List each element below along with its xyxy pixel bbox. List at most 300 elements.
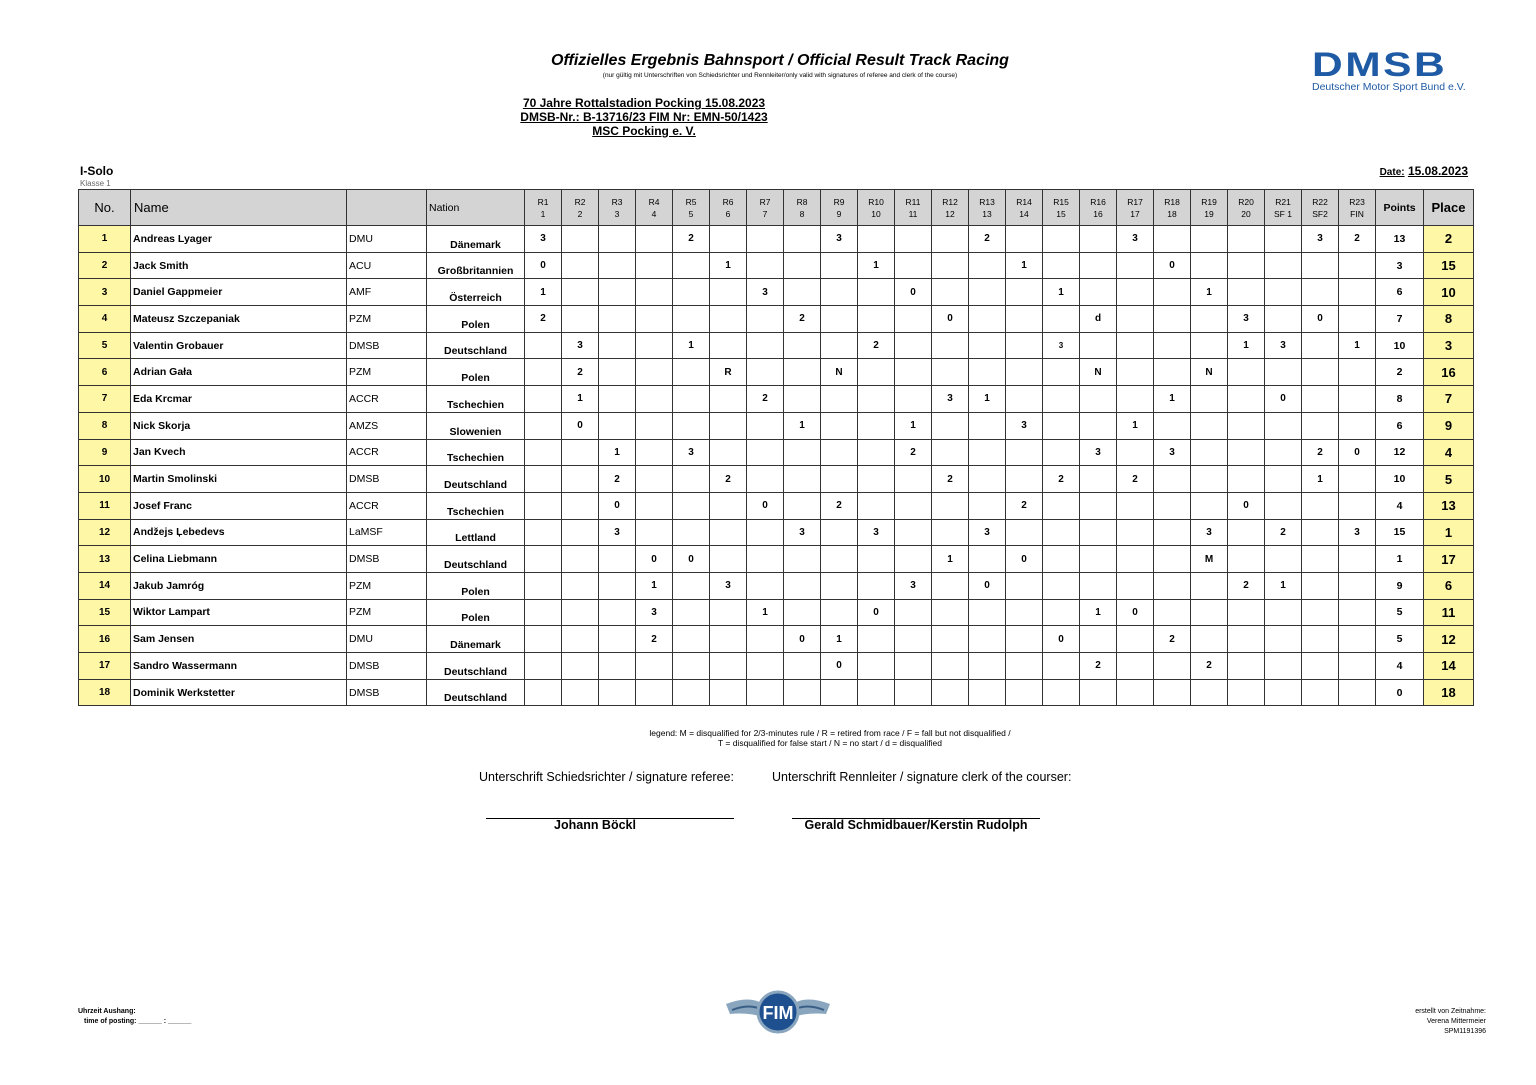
heat-result-cell: 1 [784, 412, 821, 439]
heat-result-cell [1302, 359, 1339, 386]
heat-result-cell [710, 412, 747, 439]
rider-place: 10 [1424, 279, 1474, 306]
col-header-heat [784, 190, 821, 226]
heat-result-cell [1302, 653, 1339, 680]
heat-result-cell [1265, 252, 1302, 279]
col-header-heat [599, 190, 636, 226]
heat-result-cell [1302, 572, 1339, 599]
heat-result-cell: 3 [710, 572, 747, 599]
heat-result-cell: 2 [1228, 572, 1265, 599]
heat-result-cell [969, 546, 1006, 573]
heat-result-cell [821, 466, 858, 493]
rider-federation: PZM [347, 599, 427, 626]
rider-points: 6 [1376, 412, 1424, 439]
heat-result-cell [747, 226, 784, 253]
heat-result-cell [747, 332, 784, 359]
heat-result-cell [895, 332, 932, 359]
heat-result-cell [673, 252, 710, 279]
heat-result-cell [1265, 359, 1302, 386]
rider-place: 6 [1424, 572, 1474, 599]
heat-result-cell: 2 [636, 626, 673, 653]
heat-result-cell: 1 [1339, 332, 1376, 359]
referee-signature-label: Unterschrift Schiedsrichter / signature referee: [479, 770, 734, 784]
heat-result-cell [1265, 412, 1302, 439]
rider-number: 17 [79, 653, 131, 680]
heat-result-cell [1154, 466, 1191, 493]
heat-result-cell [1154, 359, 1191, 386]
rider-points: 5 [1376, 626, 1424, 653]
event-numbers: DMSB-Nr.: B-13716/23 FIM Nr: EMN-50/1423 [520, 110, 768, 124]
heat-result-cell [636, 412, 673, 439]
rider-place: 4 [1424, 439, 1474, 466]
heat-result-cell [895, 679, 932, 706]
table-row [79, 332, 1474, 359]
heat-result-cell [710, 279, 747, 306]
heat-sub-label: 19 [1204, 208, 1214, 219]
heat-sub-label: 7 [762, 208, 768, 219]
heat-result-cell: 3 [784, 519, 821, 546]
rider-federation: ACCR [347, 439, 427, 466]
heat-result-cell [821, 439, 858, 466]
heat-result-cell: 2 [562, 359, 599, 386]
heat-result-cell: 0 [1117, 599, 1154, 626]
heat-result-cell [858, 492, 895, 519]
heat-result-cell [895, 466, 932, 493]
rider-nation: Deutschland [427, 653, 525, 680]
heat-result-cell [1117, 653, 1154, 680]
heat-result-cell: 0 [1043, 626, 1080, 653]
heat-result-cell [710, 519, 747, 546]
heat-result-cell [1154, 279, 1191, 306]
rider-name: Nick Skorja [131, 412, 347, 439]
results-body [79, 226, 1474, 706]
heat-result-cell [1339, 306, 1376, 333]
rider-points: 3 [1376, 252, 1424, 279]
rider-points: 8 [1376, 386, 1424, 413]
heat-result-cell: 0 [1006, 546, 1043, 573]
heat-result-cell [1117, 439, 1154, 466]
heat-result-cell [858, 359, 895, 386]
heat-result-cell [784, 679, 821, 706]
heat-result-cell [1302, 412, 1339, 439]
heat-result-cell [1080, 466, 1117, 493]
heat-result-cell [1006, 572, 1043, 599]
heat-result-cell [1006, 519, 1043, 546]
heat-result-cell [710, 332, 747, 359]
rider-number: 16 [79, 626, 131, 653]
heat-result-cell: N [821, 359, 858, 386]
heat-sub-label: SF2 [1312, 208, 1328, 219]
rider-federation: DMSB [347, 679, 427, 706]
heat-result-cell: 0 [784, 626, 821, 653]
posting-time [78, 1007, 191, 1027]
heat-result-cell: 0 [858, 599, 895, 626]
heat-result-cell: 1 [710, 252, 747, 279]
rider-name: Celina Liebmann [131, 546, 347, 573]
heat-result-cell [562, 626, 599, 653]
heat-result-cell [1191, 626, 1228, 653]
heat-result-cell [636, 306, 673, 333]
col-header-heat [1006, 190, 1043, 226]
heat-result-cell [1080, 412, 1117, 439]
col-header-heat [747, 190, 784, 226]
rider-nation: Polen [427, 599, 525, 626]
heat-result-cell [673, 386, 710, 413]
heat-result-cell [1228, 466, 1265, 493]
heat-result-cell [599, 332, 636, 359]
heat-result-cell [747, 519, 784, 546]
rider-points: 4 [1376, 653, 1424, 680]
rider-federation: DMSB [347, 653, 427, 680]
heat-result-cell [525, 679, 562, 706]
table-row [79, 279, 1474, 306]
heat-result-cell: 1 [747, 599, 784, 626]
heat-result-cell [562, 546, 599, 573]
heat-result-cell [1043, 359, 1080, 386]
heat-result-cell: 3 [525, 226, 562, 253]
heat-label: R9 [833, 196, 845, 207]
heat-result-cell [525, 439, 562, 466]
heat-result-cell [1080, 226, 1117, 253]
heat-sub-label: 15 [1056, 208, 1066, 219]
heat-label: R8 [796, 196, 808, 207]
heat-result-cell [599, 306, 636, 333]
heat-label: R12 [942, 196, 958, 207]
heat-result-cell [821, 679, 858, 706]
heat-result-cell [1228, 252, 1265, 279]
heat-result-cell [895, 306, 932, 333]
rider-federation: DMU [347, 226, 427, 253]
rider-name: Sam Jensen [131, 626, 347, 653]
heat-result-cell [895, 546, 932, 573]
heat-result-cell [858, 439, 895, 466]
heat-label: R22 [1312, 196, 1328, 207]
heat-result-cell [784, 386, 821, 413]
event-info [494, 96, 794, 138]
heat-result-cell [1228, 653, 1265, 680]
col-header-heat [636, 190, 673, 226]
dmsb-logo-letters: DMSB [1312, 46, 1448, 84]
heat-result-cell [858, 306, 895, 333]
heat-result-cell [895, 226, 932, 253]
heat-result-cell [1043, 572, 1080, 599]
heat-result-cell [1006, 306, 1043, 333]
col-header-heat [858, 190, 895, 226]
heat-result-cell [1080, 386, 1117, 413]
rider-number: 18 [79, 679, 131, 706]
heat-result-cell [525, 332, 562, 359]
heat-result-cell: N [1080, 359, 1117, 386]
heat-result-cell [1265, 546, 1302, 573]
heat-sub-label: 20 [1241, 208, 1251, 219]
rider-name: Jan Kvech [131, 439, 347, 466]
rider-place: 2 [1424, 226, 1474, 253]
col-header-place: Place [1424, 190, 1474, 226]
heat-result-cell [1154, 572, 1191, 599]
heat-result-cell: 2 [1117, 466, 1154, 493]
heat-result-cell [673, 572, 710, 599]
heat-result-cell: 2 [969, 226, 1006, 253]
rider-federation: LaMSF [347, 519, 427, 546]
heat-label: R20 [1238, 196, 1254, 207]
heat-result-cell [1117, 359, 1154, 386]
heat-result-cell [858, 653, 895, 680]
heat-result-cell [636, 519, 673, 546]
rider-place: 13 [1424, 492, 1474, 519]
rider-nation: Dänemark [427, 626, 525, 653]
heat-result-cell [747, 252, 784, 279]
heat-result-cell [784, 332, 821, 359]
heat-result-cell: 1 [562, 386, 599, 413]
heat-result-cell: 3 [636, 599, 673, 626]
heat-result-cell [1191, 492, 1228, 519]
heat-result-cell: 1 [932, 546, 969, 573]
heat-result-cell [969, 332, 1006, 359]
heat-result-cell [1265, 599, 1302, 626]
heat-result-cell [636, 279, 673, 306]
table-row [79, 519, 1474, 546]
rider-name: Dominik Werkstetter [131, 679, 347, 706]
col-header-heat [1080, 190, 1117, 226]
heat-sub-label: 16 [1093, 208, 1103, 219]
heat-sub-label: 18 [1167, 208, 1177, 219]
table-row [79, 626, 1474, 653]
heat-result-cell [673, 492, 710, 519]
rider-place: 3 [1424, 332, 1474, 359]
heat-result-cell: 2 [599, 466, 636, 493]
heat-result-cell: N [1191, 359, 1228, 386]
heat-result-cell [1080, 626, 1117, 653]
heat-label: R16 [1090, 196, 1106, 207]
date-value: 15.08.2023 [1407, 164, 1468, 178]
heat-result-cell [821, 412, 858, 439]
heat-sub-label: FIN [1350, 208, 1364, 219]
table-row [79, 386, 1474, 413]
heat-result-cell: 2 [895, 439, 932, 466]
heat-result-cell [747, 359, 784, 386]
event-club: MSC Pocking e. V. [592, 124, 696, 138]
heat-result-cell [673, 359, 710, 386]
heat-label: R11 [905, 196, 921, 207]
heat-result-cell: 0 [1265, 386, 1302, 413]
rider-place: 18 [1424, 679, 1474, 706]
heat-result-cell [1117, 332, 1154, 359]
heat-result-cell [1080, 519, 1117, 546]
heat-result-cell [1117, 572, 1154, 599]
rider-federation: DMSB [347, 466, 427, 493]
heat-result-cell [1339, 572, 1376, 599]
heat-result-cell [1006, 386, 1043, 413]
rider-number: 15 [79, 599, 131, 626]
heat-result-cell: 3 [1154, 439, 1191, 466]
heat-result-cell [1191, 439, 1228, 466]
heat-result-cell [784, 252, 821, 279]
col-header-heat [525, 190, 562, 226]
heat-result-cell: 1 [1191, 279, 1228, 306]
heat-result-cell [821, 546, 858, 573]
heat-sub-label: 4 [651, 208, 657, 219]
rider-nation: Deutschland [427, 546, 525, 573]
heat-sub-label: 17 [1130, 208, 1140, 219]
heat-result-cell [1265, 626, 1302, 653]
heat-result-cell [1006, 226, 1043, 253]
rider-federation: ACCR [347, 386, 427, 413]
timekeeper-info [1415, 1007, 1486, 1037]
heat-result-cell [1339, 492, 1376, 519]
rider-nation: Lettland [427, 519, 525, 546]
heat-result-cell [599, 626, 636, 653]
heat-result-cell: 1 [858, 252, 895, 279]
heat-result-cell [1043, 252, 1080, 279]
heat-result-cell: 3 [599, 519, 636, 546]
rider-nation: Tschechien [427, 439, 525, 466]
table-row [79, 359, 1474, 386]
heat-result-cell [932, 653, 969, 680]
heat-result-cell [895, 359, 932, 386]
heat-result-cell [1117, 279, 1154, 306]
heat-result-cell [747, 439, 784, 466]
rider-number: 10 [79, 466, 131, 493]
heat-result-cell [562, 679, 599, 706]
heat-result-cell [969, 439, 1006, 466]
heat-result-cell [1339, 679, 1376, 706]
heat-label: R5 [685, 196, 697, 207]
rider-number: 4 [79, 306, 131, 333]
heat-result-cell: 1 [525, 279, 562, 306]
heat-result-cell: 3 [1117, 226, 1154, 253]
rider-nation: Slowenien [427, 412, 525, 439]
rider-federation: ACCR [347, 492, 427, 519]
heat-result-cell [784, 466, 821, 493]
rider-federation: ACU [347, 252, 427, 279]
rider-nation: Polen [427, 306, 525, 333]
heat-result-cell [1228, 546, 1265, 573]
heat-result-cell [1080, 252, 1117, 279]
rider-points: 5 [1376, 599, 1424, 626]
heat-result-cell: 3 [1265, 332, 1302, 359]
rider-federation: DMSB [347, 332, 427, 359]
heat-result-cell [673, 279, 710, 306]
col-header-heat [1265, 190, 1302, 226]
heat-result-cell [1080, 279, 1117, 306]
heat-label: R15 [1053, 196, 1069, 207]
heat-result-cell [895, 519, 932, 546]
heat-result-cell [1339, 412, 1376, 439]
heat-result-cell [525, 599, 562, 626]
heat-result-cell [747, 626, 784, 653]
heat-result-cell [1117, 679, 1154, 706]
heat-result-cell [932, 279, 969, 306]
heat-result-cell [1006, 679, 1043, 706]
heat-result-cell [1339, 359, 1376, 386]
heat-result-cell [1117, 252, 1154, 279]
heat-label: R7 [759, 196, 771, 207]
heat-result-cell [636, 466, 673, 493]
rider-federation: PZM [347, 306, 427, 333]
heat-result-cell: 2 [784, 306, 821, 333]
heat-result-cell [1228, 626, 1265, 653]
heat-result-cell: 0 [969, 572, 1006, 599]
heat-result-cell [1043, 226, 1080, 253]
heat-result-cell [821, 279, 858, 306]
rider-place: 12 [1424, 626, 1474, 653]
heat-result-cell [1302, 332, 1339, 359]
rider-points: 15 [1376, 519, 1424, 546]
heat-result-cell [525, 626, 562, 653]
heat-result-cell [1080, 572, 1117, 599]
heat-result-cell [673, 412, 710, 439]
rider-points: 6 [1376, 279, 1424, 306]
col-header-heat [969, 190, 1006, 226]
heat-result-cell [1043, 439, 1080, 466]
heat-result-cell [1339, 252, 1376, 279]
table-row [79, 412, 1474, 439]
heat-result-cell [821, 519, 858, 546]
rider-federation: DMSB [347, 546, 427, 573]
heat-result-cell: 1 [1228, 332, 1265, 359]
col-header-points: Points [1376, 190, 1424, 226]
heat-result-cell [1043, 412, 1080, 439]
col-header-nation: Nation [427, 190, 525, 226]
heat-result-cell [821, 386, 858, 413]
heat-result-cell [562, 599, 599, 626]
heat-result-cell [932, 626, 969, 653]
heat-result-cell [932, 412, 969, 439]
fim-logo [722, 984, 834, 1040]
heat-result-cell [1043, 492, 1080, 519]
heat-result-cell [1154, 546, 1191, 573]
heat-result-cell [599, 679, 636, 706]
date-block [1380, 164, 1468, 178]
heat-label: R10 [868, 196, 884, 207]
rider-number: 11 [79, 492, 131, 519]
heat-result-cell [599, 572, 636, 599]
heat-result-cell [969, 359, 1006, 386]
heat-result-cell [1117, 519, 1154, 546]
heat-result-cell [710, 546, 747, 573]
heat-result-cell [1191, 226, 1228, 253]
heat-label: R14 [1016, 196, 1032, 207]
posting-label-de: Uhrzeit Aushang: [78, 1008, 136, 1015]
rider-nation: Österreich [427, 279, 525, 306]
heat-result-cell [562, 572, 599, 599]
heat-result-cell: 0 [1302, 306, 1339, 333]
rider-place: 11 [1424, 599, 1474, 626]
heat-result-cell [636, 679, 673, 706]
heat-result-cell [673, 626, 710, 653]
rider-number: 1 [79, 226, 131, 253]
heat-result-cell [969, 306, 1006, 333]
heat-result-cell [1191, 386, 1228, 413]
heat-result-cell [858, 626, 895, 653]
heat-result-cell [1006, 599, 1043, 626]
rider-name: Josef Franc [131, 492, 347, 519]
col-header-federation [347, 190, 427, 226]
heat-result-cell [1080, 492, 1117, 519]
heat-result-cell [747, 546, 784, 573]
heat-result-cell: 1 [673, 332, 710, 359]
heat-result-cell [1191, 332, 1228, 359]
heat-result-cell [1154, 332, 1191, 359]
heat-result-cell [525, 546, 562, 573]
table-row [79, 492, 1474, 519]
heat-result-cell [969, 492, 1006, 519]
heat-result-cell [932, 252, 969, 279]
heat-result-cell [1302, 386, 1339, 413]
heat-result-cell [599, 279, 636, 306]
heat-result-cell [562, 279, 599, 306]
heat-result-cell [858, 679, 895, 706]
